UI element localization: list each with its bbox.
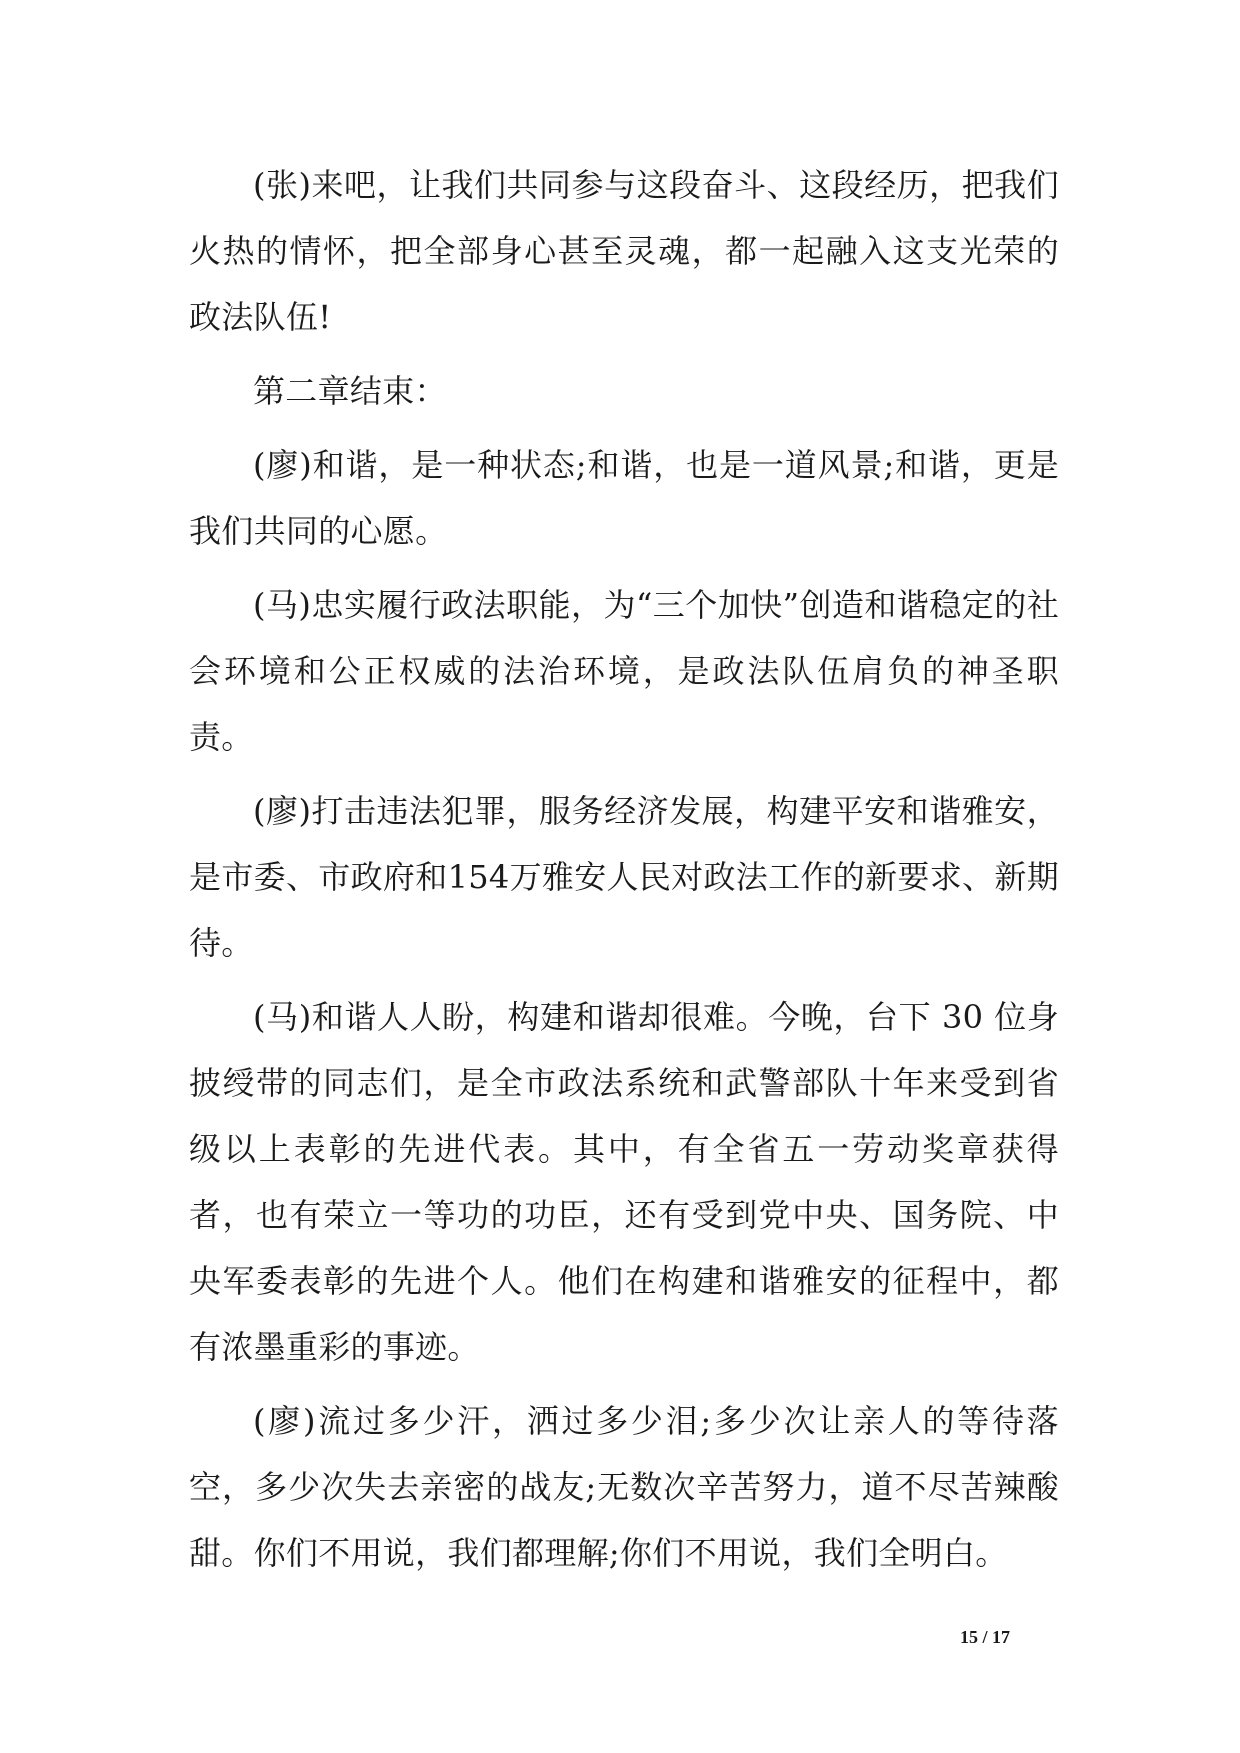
paragraph-liao-requirements: (廖)打击违法犯罪，服务经济发展，构建平安和谐雅安，是市委、市政府和154万雅安人民对政法工作的新要求、新期待。	[189, 792, 1059, 962]
document-body	[189, 152, 1059, 1594]
paragraph-chapter-end: 第二章结束：	[253, 372, 447, 410]
paragraph-zhang-closing: (张)来吧，让我们共同参与这段奋斗、这段经历，把我们火热的情怀，把全部身心甚至灵魂，都一起融入这支光荣的政法队伍!	[189, 166, 1059, 336]
page-number: 15 / 17	[960, 1627, 1011, 1647]
paragraph-liao-sacrifice: (廖)流过多少汗，洒过多少泪;多少次让亲人的等待落空，多少次失去亲密的战友;无数次辛苦努力，道不尽苦辣酸甜。你们不用说，我们都理解;你们不用说，我们全明白。	[189, 1402, 1059, 1572]
paragraph-liao-harmony: (廖)和谐，是一种状态;和谐，也是一道风景;和谐，更是我们共同的心愿。	[189, 446, 1059, 550]
paragraph-ma-representatives: (马)和谐人人盼，构建和谐却很难。今晚，台下 30 位身披绶带的同志们，是全市政法系统和武警部队十年来受到省级以上表彰的先进代表。其中，有全省五一劳动奖章获得者，也有荣立一等功的功臣，还有受到党中央、国务院、中央军委表彰的先进个人。他们在构建和谐雅安的征程中，都有浓墨重彩的事迹。	[189, 998, 1059, 1366]
paragraph-ma-duty: (马)忠实履行政法职能，为“三个加快”创造和谐稳定的社会环境和公正权威的法治环境，是政法队伍肩负的神圣职责。	[189, 586, 1059, 756]
